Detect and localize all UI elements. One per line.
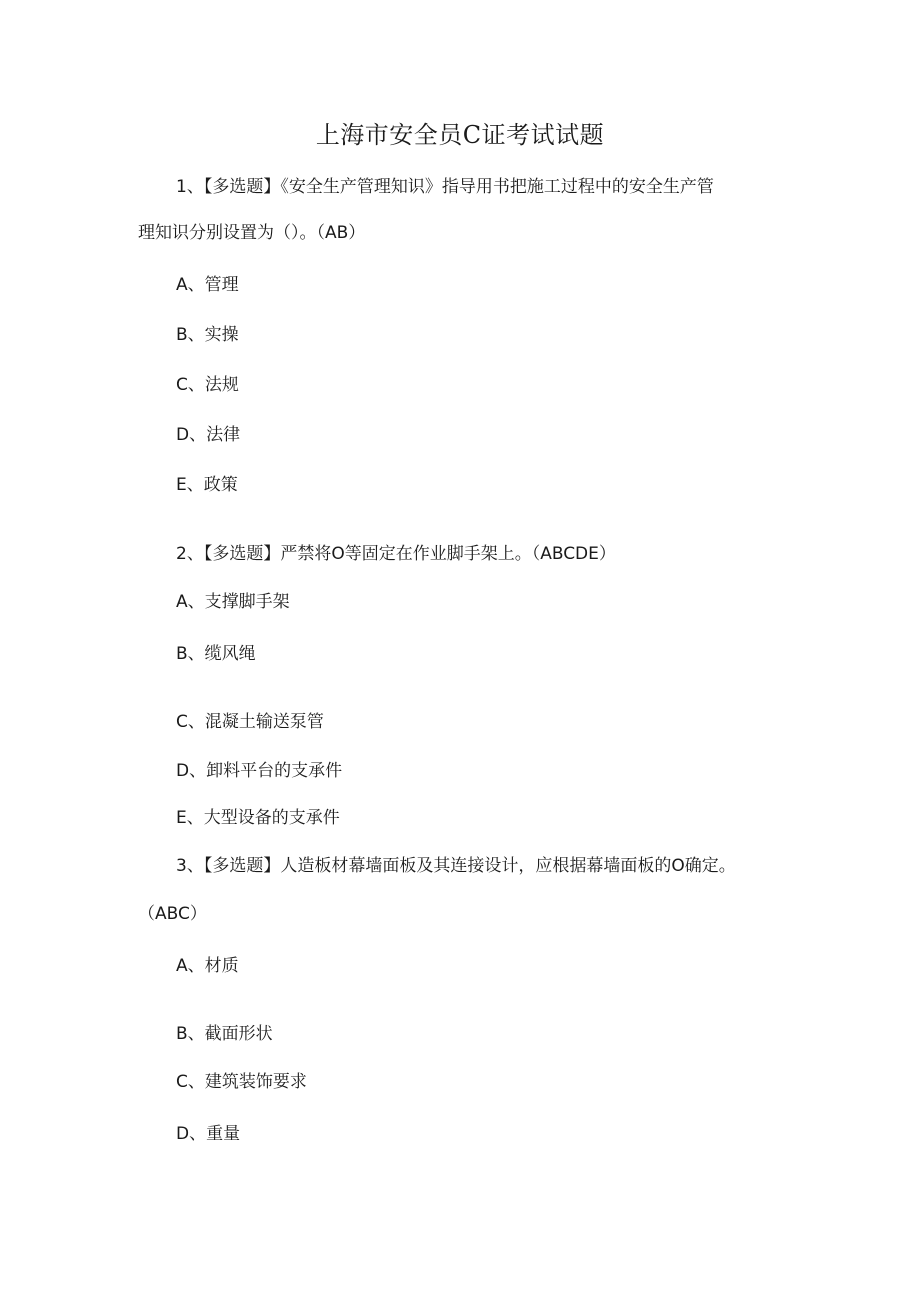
question-3-option-c: C、建筑装饰要求 bbox=[176, 1072, 307, 1092]
question-3-text-line-2: （ABC） bbox=[138, 904, 207, 924]
question-3-text-line-1: 3、【多选题】人造板材幕墙面板及其连接设计，应根据幕墙面板的O确定。 bbox=[176, 856, 736, 876]
document-title: 上海市安全员C证考试试题 bbox=[315, 121, 605, 149]
question-1-option-a: A、管理 bbox=[176, 275, 239, 295]
question-1-option-e: E、政策 bbox=[176, 475, 238, 495]
question-3-option-b: B、截面形状 bbox=[176, 1024, 273, 1044]
question-1-text-line-2: 理知识分别设置为（）。（AB） bbox=[138, 223, 366, 243]
question-2-option-a: A、支撑脚手架 bbox=[176, 592, 290, 612]
question-3-option-d: D、重量 bbox=[176, 1124, 241, 1144]
question-1-option-d: D、法律 bbox=[176, 425, 241, 445]
question-1-option-c: C、法规 bbox=[176, 375, 239, 395]
question-2-option-c: C、混凝土输送泵管 bbox=[176, 712, 324, 732]
question-1-text-line-1: 1、【多选题】《安全生产管理知识》指导用书把施工过程中的安全生产管 bbox=[176, 177, 714, 197]
question-2-text-line-1: 2、【多选题】严禁将O等固定在作业脚手架上。（ABCDE） bbox=[176, 544, 616, 564]
question-2-option-b: B、缆风绳 bbox=[176, 644, 256, 664]
question-2-option-e: E、大型设备的支承件 bbox=[176, 808, 340, 828]
question-2-option-d: D、卸料平台的支承件 bbox=[176, 761, 343, 781]
question-3-option-a: A、材质 bbox=[176, 956, 239, 976]
question-1-option-b: B、实操 bbox=[176, 325, 239, 345]
